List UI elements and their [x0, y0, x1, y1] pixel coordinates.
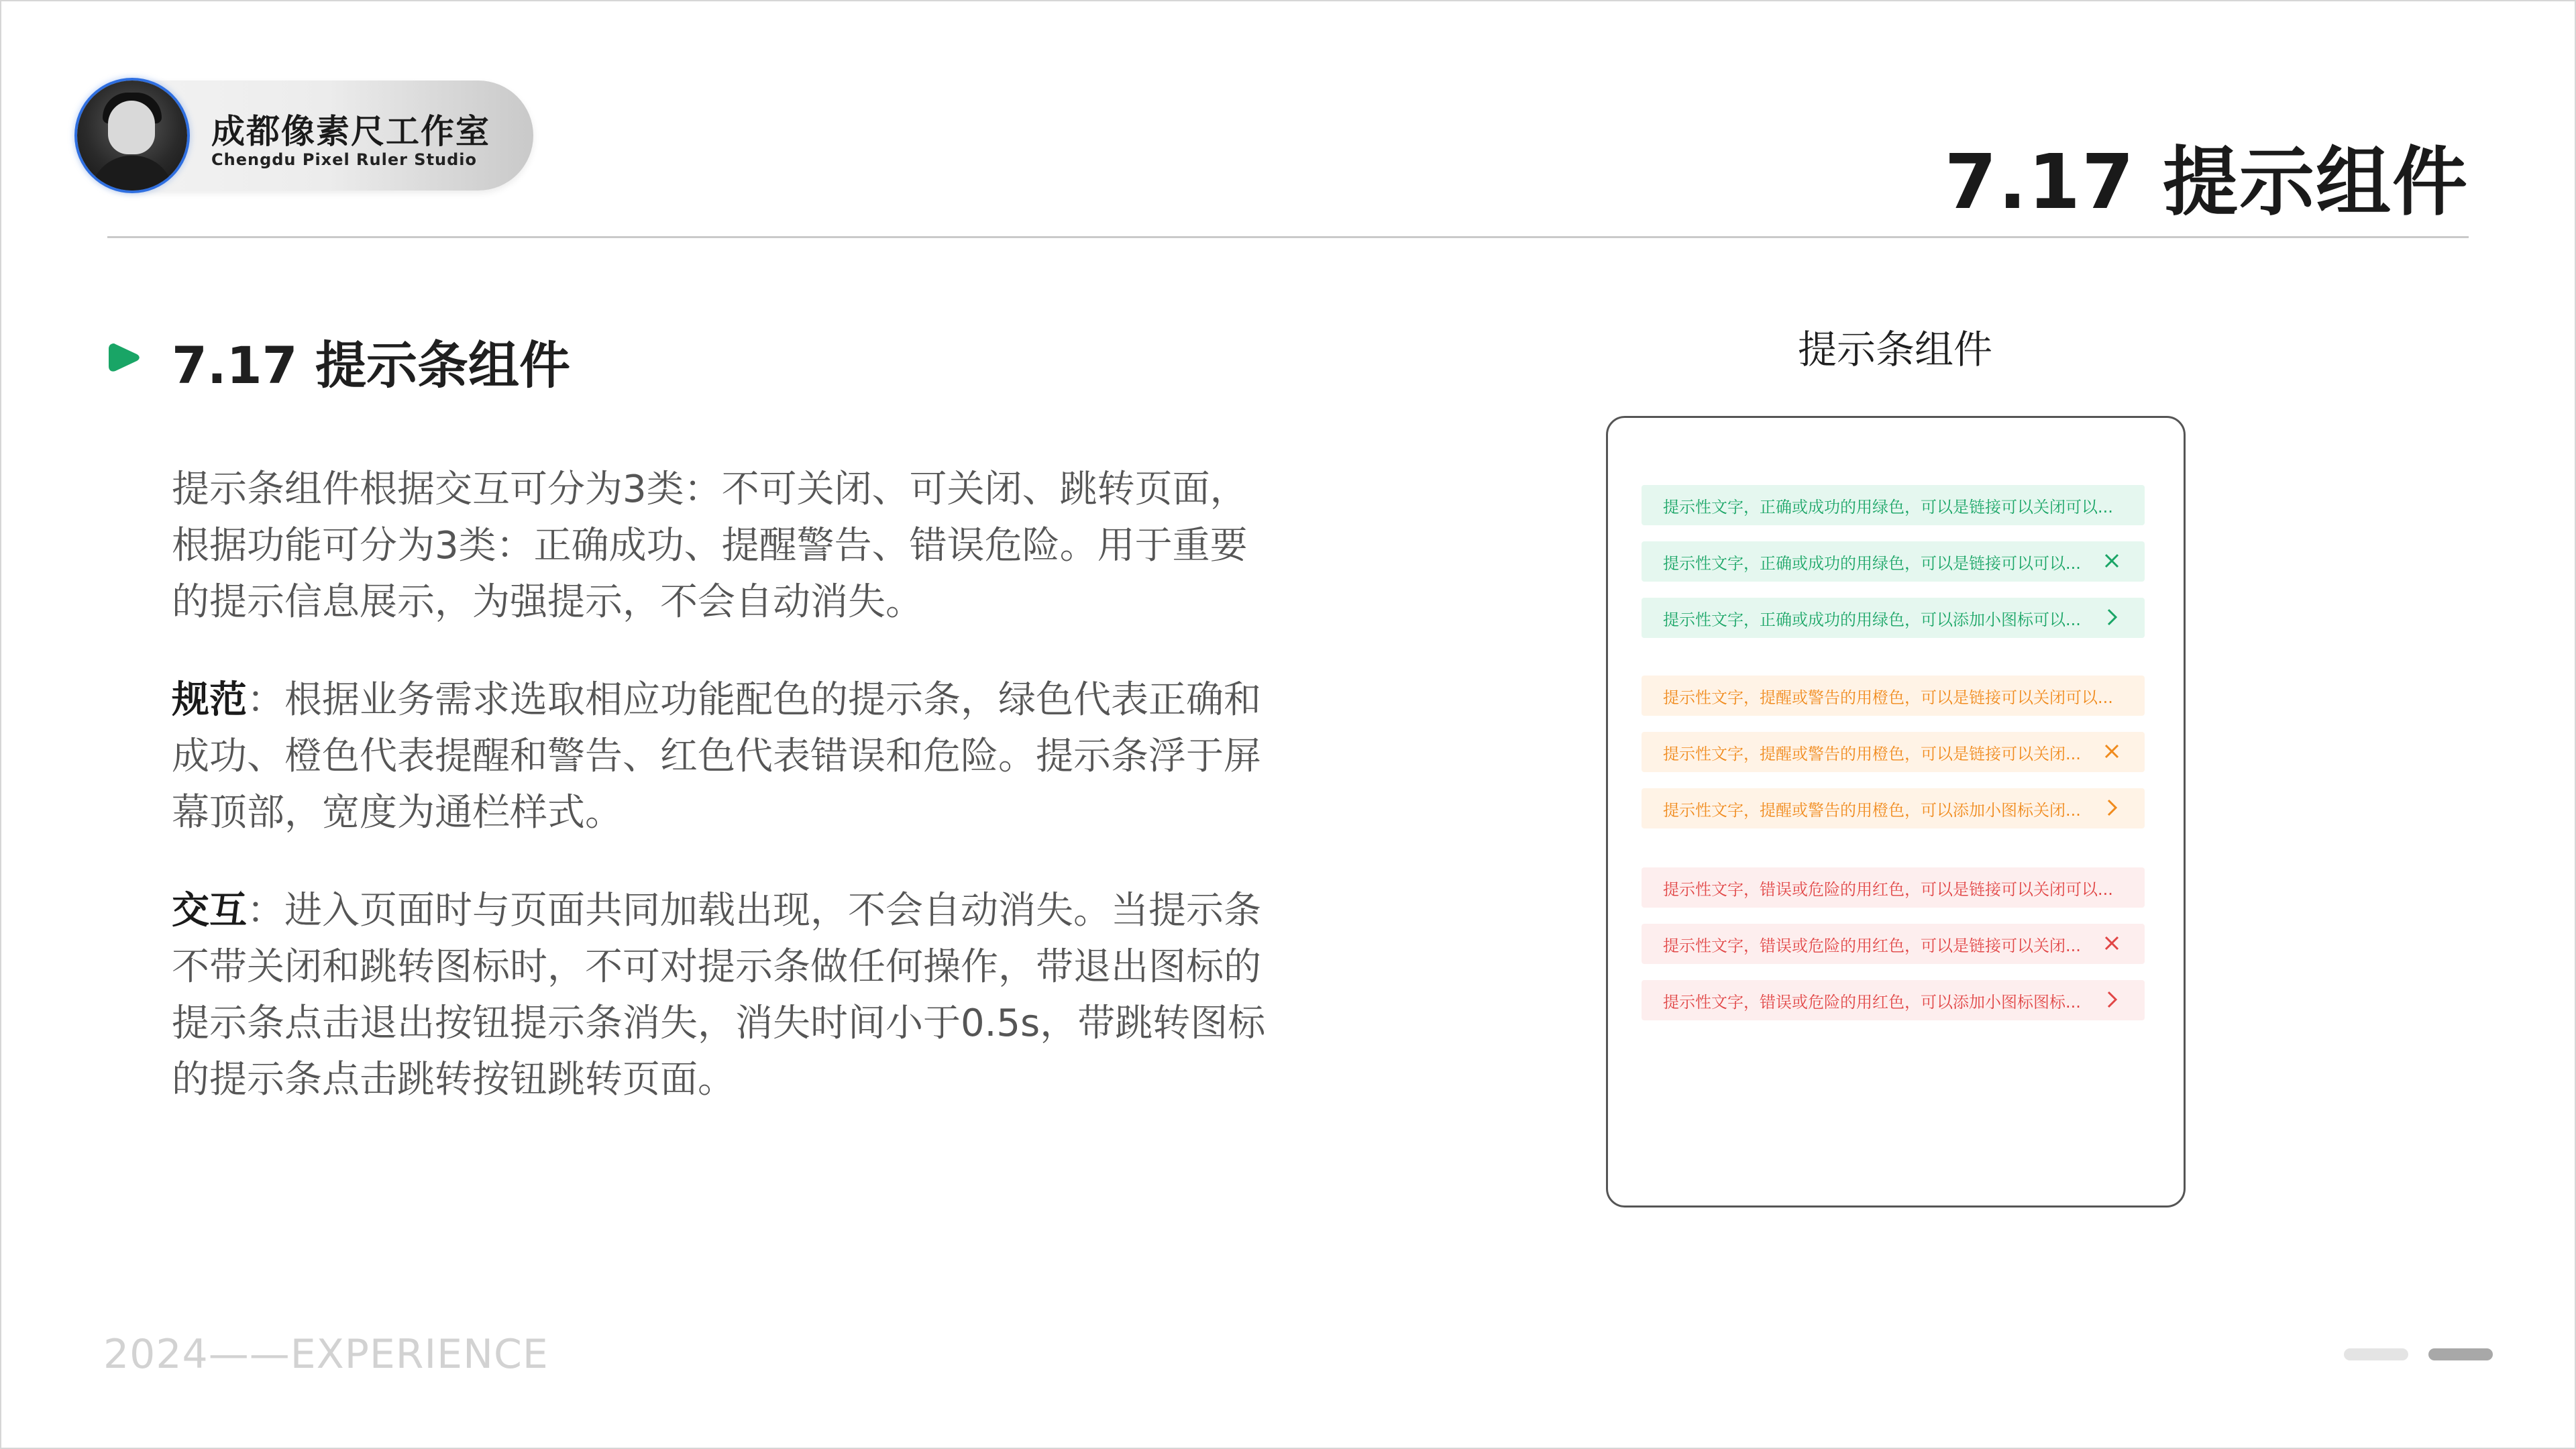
page-indicator-dot[interactable] — [2344, 1348, 2408, 1360]
alert-bar-error-closable: 提示性文字，错误或危险的用红色，可以是链接可以关闭... — [1642, 924, 2145, 964]
play-bullet-icon — [107, 341, 141, 374]
studio-name: 成都像素尺工作室 — [211, 112, 490, 151]
intro-paragraph: 提示条组件根据交互可分为3类：不可关闭、可关闭、跳转页面，根据功能可分为3类：正确成功、提醒警告、错误危险。用于重要的提示信息展示，为强提示，不会自动消失。 — [172, 468, 1248, 624]
interaction-label: 交互 — [172, 889, 247, 932]
studio-badge — [77, 80, 533, 191]
alert-bar-success-link: 提示性文字，正确或成功的用绿色，可以添加小图标可以... — [1642, 598, 2145, 638]
alert-bar-success: 提示性文字，正确或成功的用绿色，可以是链接可以关闭可以... — [1642, 485, 2145, 525]
avatar — [77, 80, 187, 191]
chevron-right-icon[interactable] — [2102, 989, 2122, 1010]
studio-subtitle: Chengdu Pixel Ruler Studio — [211, 150, 478, 169]
chevron-right-icon[interactable] — [2102, 607, 2122, 627]
page-heading: 7.17 提示组件 — [1944, 139, 2469, 226]
alert-bar-error: 提示性文字，错误或危险的用红色，可以是链接可以关闭可以... — [1642, 867, 2145, 908]
section-title: 7.17 提示条组件 — [172, 335, 570, 395]
close-icon[interactable] — [2102, 741, 2122, 761]
alert-bar-warning-closable: 提示性文字，提醒或警告的用橙色，可以是链接可以关闭... — [1642, 732, 2145, 772]
phone-mockup — [1606, 416, 2186, 1208]
alert-bar-warning: 提示性文字，提醒或警告的用橙色，可以是链接可以关闭可以... — [1642, 676, 2145, 716]
page-indicator-dot-active[interactable] — [2428, 1348, 2493, 1360]
spec-label: 规范 — [172, 678, 247, 722]
close-icon[interactable] — [2102, 933, 2122, 953]
spec-paragraph: 规范：根据业务需求选取相应功能配色的提示条，绿色代表正确和成功、橙色代表提醒和警告、红色代表错误和危险。提示条浮于屏幕顶部，宽度为通栏样式。 — [172, 678, 1261, 835]
chevron-right-icon[interactable] — [2102, 798, 2122, 818]
header-divider — [107, 236, 2469, 238]
interaction-paragraph: 交互：进入页面时与页面共同加载出现，不会自动消失。当提示条不带关闭和跳转图标时，不可对提示条做任何操作，带退出图标的提示条点击退出按钮提示条消失，消失时间小于0.5s，带跳转图标的提示条点击跳转按钮跳转页面。 — [172, 889, 1266, 1102]
alert-bar-success-closable: 提示性文字，正确或成功的用绿色，可以是链接可以可以... — [1642, 541, 2145, 582]
mock-caption: 提示条组件 — [1797, 327, 1992, 372]
footer-text: 2024——EXPERIENCE — [103, 1331, 549, 1378]
alert-bar-error-link: 提示性文字，错误或危险的用红色，可以添加小图标图标... — [1642, 980, 2145, 1020]
alert-bar-warning-link: 提示性文字，提醒或警告的用橙色，可以添加小图标关闭... — [1642, 788, 2145, 828]
close-icon[interactable] — [2102, 551, 2122, 571]
